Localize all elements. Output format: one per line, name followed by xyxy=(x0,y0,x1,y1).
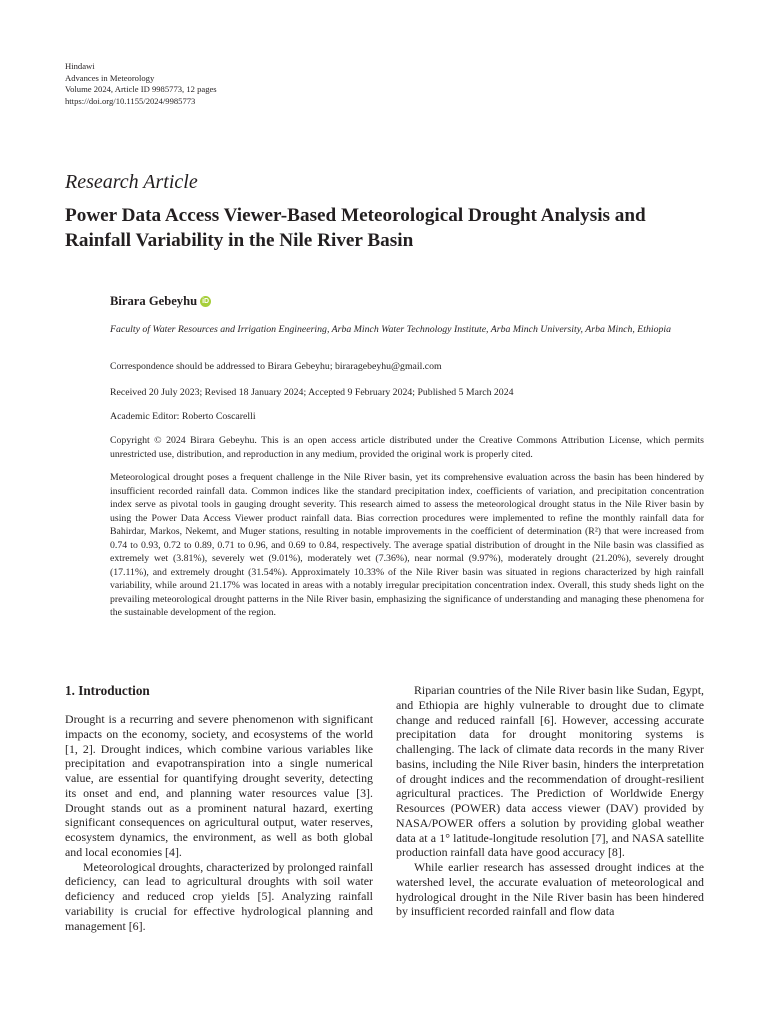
abstract: Meteorological drought poses a frequent challenge in the Nile River basin, yet its comprehensive evaluation across the basin has been hindered by insufficient recorded rainfall data. Common indices like the standard precipitation index, coefficients of variation, and precipitation concentration index serve as pivotal tools in gauging drought severity. This research aimed to assess the meteorological drought status in the Nile River basin by using the Power Data Access Viewer product rainfall data. Bias correction procedures were implemented to refine the monthly rainfall data for Bahirdar, Markos, Nekemt, and Muger stations, resulting in notable improvements in the coefficient of determination (R²) that were increased from 0.74 to 0.93, 0.72 to 0.89, 0.71 to 0.96, and 0.69 to 0.84, respectively. The average spatial distribution of drought in the Nile basin was classified as extremely wet (3.81%), severely wet (9.01%), moderately wet (7.36%), near normal (9.97%), moderately drought (21.20%), severely drought (17.11%), and extremely drought (31.54%). Approximately 10.33% of the Nile River basin was situated in regions characterized by high rainfall variability, while around 21.17% was located in areas with a notably irregular precipitation concentration index. Overall, this study sheds light on the prevailing meteorological drought patterns in the Nile River basin, emphasizing the significance of understanding and managing these phenomena for the sustainable development of the region. xyxy=(110,472,704,618)
author-line xyxy=(110,294,211,309)
journal-header xyxy=(65,61,217,108)
doi-link[interactable]: https://doi.org/10.1155/2024/9985773 xyxy=(65,96,196,107)
left-column xyxy=(65,712,373,933)
section-heading-introduction: 1. Introduction xyxy=(65,683,150,698)
copyright-notice: Copyright © 2024 Birara Gebeyhu. This is an open access article distributed under the Creative Commons Attribution License, which permits unrestricted use, distribution, and reproduction in any medium, provided the original work is properly cited. xyxy=(110,435,704,460)
article-type: Research Article xyxy=(65,171,198,193)
volume-info: Volume 2024, Article ID 9985773, 12 pages xyxy=(65,84,217,95)
journal-name: Advances in Meteorology xyxy=(65,72,155,83)
publication-dates: Received 20 July 2023; Revised 18 January 2024; Accepted 9 February 2024; Published 5 March 2024 xyxy=(110,387,514,398)
paper-title: Power Data Access Viewer-Based Meteorological Drought Analysis and Rainfall Variability in the Nile River Basin xyxy=(65,205,646,251)
paragraph: Meteorological droughts, characterized by prolonged rainfall deficiency, can lead to agricultural droughts with soil water deficiency and reduced crop yields [5]. Analyzing rainfall variability is crucial for effective hydrological planning and management [6]. xyxy=(65,859,373,933)
academic-editor: Academic Editor: Roberto Coscarelli xyxy=(110,411,256,422)
correspondence: Correspondence should be addressed to Birara Gebeyhu; biraragebeyhu@gmail.com xyxy=(110,361,442,372)
paragraph: Drought is a recurring and severe phenomenon with significant impacts on the economy, society, and ecosystems of the world [1, 2]. Drought indices, which combine various variables like precipitation and evapotranspiration into a single numerical value, are essential for quantifying drought severity, detecting its onset and end, and planning water resources value [3]. Drought stands out as a prominent natural hazard, exerting significant consequences on agricultural output, water reserves, ecosystem dynamics, the environment, as well as both global and local economies [4]. xyxy=(65,712,373,859)
orcid-icon[interactable]: iD xyxy=(202,298,210,305)
right-column xyxy=(396,683,704,919)
author-name: Birara Gebeyhu xyxy=(110,294,198,308)
paragraph: Riparian countries of the Nile River basin like Sudan, Egypt, and Ethiopia are highly vulnerable to drought due to climate change and reduced rainfall [6]. However, accessing accurate precipitation data for drought monitoring systems is challenging. The lack of climate data records in the many River basins, including the Nile River basin, hinders the interpretation of drought indices and the recommendation of drought-resilient agricultural practices. The Prediction of Worldwide Energy Resources (POWER) data access viewer (DAV) provided by NASA/POWER offers a solution by providing global weather data at a 1° latitude-longitude resolution [7], and NASA satellite production rainfall data have good accuracy [8]. xyxy=(396,683,704,860)
paragraph: While earlier research has assessed drought indices at the watershed level, the accurate evaluation of meteorological and hydrological drought in the Nile River basin has been hindered by insufficient recorded rainfall and flow data xyxy=(396,860,704,919)
author-affiliation: Faculty of Water Resources and Irrigation Engineering, Arba Minch Water Technology Institute, Arba Minch University, Arba Minch, Ethiopia xyxy=(110,324,671,335)
publisher-name: Hindawi xyxy=(65,61,95,71)
